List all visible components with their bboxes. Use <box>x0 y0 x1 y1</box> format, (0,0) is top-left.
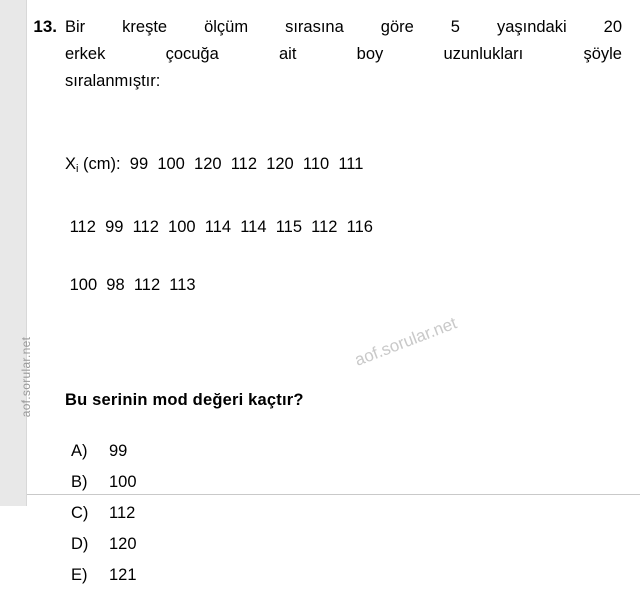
data-values-row-1: 99 100 120 112 120 110 111 <box>129 155 364 173</box>
page-bottom-rule <box>27 494 640 495</box>
option-d-letter: D) <box>71 535 89 553</box>
option-d[interactable] <box>71 529 622 560</box>
question-stem <box>27 14 622 591</box>
data-values-row-2: 112 99 112 100 114 114 115 112 116 <box>69 218 373 236</box>
left-margin-strip <box>0 0 33 506</box>
option-b-letter: B) <box>71 473 88 491</box>
stem-line-3: sıralanmıştır: <box>65 72 161 90</box>
option-a[interactable] <box>71 436 622 467</box>
data-label: X <box>65 155 77 173</box>
question-stem-text <box>65 14 622 591</box>
option-e-text: 121 <box>109 566 137 584</box>
data-series-line-3 <box>65 271 622 300</box>
option-c-letter: C) <box>71 504 89 522</box>
option-b-text: 100 <box>109 473 137 491</box>
stem-line-1: Bir kreşte ölçüm sırasına göre 5 yaşındaki 20 <box>65 18 622 36</box>
data-series <box>65 121 622 358</box>
option-a-text: 99 <box>109 442 128 460</box>
option-c-text: 112 <box>109 504 136 522</box>
question-prompt: Bu serinin mod değeri kaçtır? <box>65 391 304 409</box>
page-watermark: aof.sorular.net <box>352 313 460 370</box>
option-a-letter: A) <box>71 442 88 460</box>
option-c[interactable] <box>71 498 622 529</box>
question-number: 13. <box>33 17 57 36</box>
data-label-subscript: i <box>76 163 79 175</box>
side-watermark: aof.sorular.net <box>19 336 33 418</box>
answer-options <box>71 436 622 591</box>
option-e-letter: E) <box>71 566 88 584</box>
option-d-text: 120 <box>109 535 137 553</box>
option-e[interactable] <box>71 560 622 591</box>
data-series-line-2 <box>65 213 622 242</box>
question-block <box>27 14 622 591</box>
data-series-line-1 <box>65 150 622 184</box>
stem-line-2: erkek çocuğa ait boy uzunlukları şöyle <box>65 45 622 63</box>
data-values-row-3: 100 98 112 113 <box>69 276 196 294</box>
data-label-unit: (cm): <box>78 155 121 173</box>
